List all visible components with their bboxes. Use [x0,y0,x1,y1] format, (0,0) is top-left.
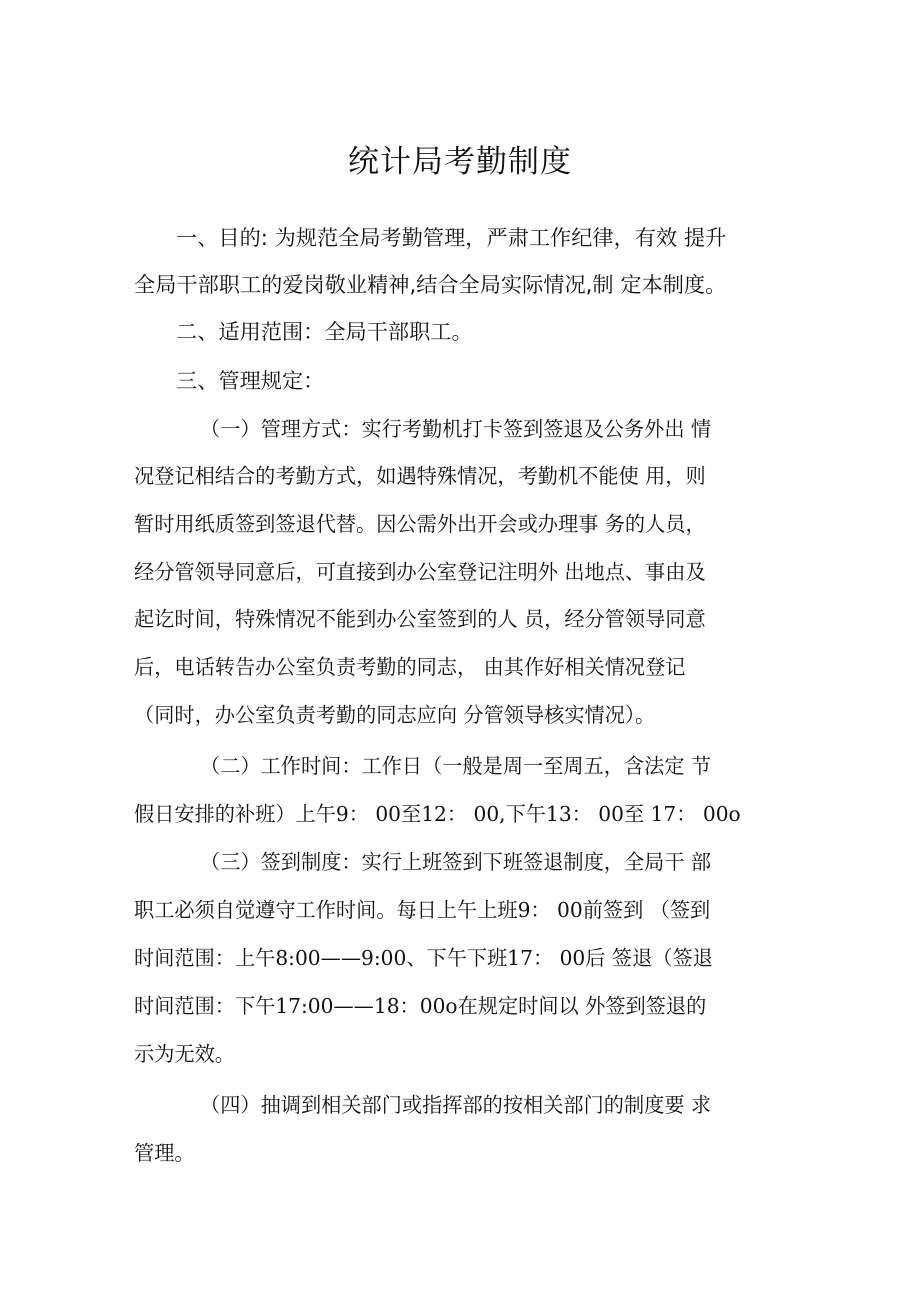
paragraph-line: 后，电话转告办公室负责考勤的同志， 由其作好相关情况登记 [134,655,686,679]
paragraph-line: 三、管理规定： [176,368,325,393]
paragraph-line: 示为无效。 [134,1042,235,1066]
paragraph-line: 暂时用纸质签到签退代替。因公需外出开会或办理事 务的人员， [134,512,706,536]
paragraph-line: 假日安排的补班）上午9： 00至12： 00,下午13： 00至 17： 00o [134,802,741,826]
paragraph-line: （四）抽调到相关部门或指挥部的按相关部门的制度要 求 [200,1093,712,1117]
paragraph-line: （二）工作时间：工作日（一般是周一至周五，含法定 节 [200,754,712,778]
paragraph-line: 职工必须自觉遵守工作时间。每日上午上班9： 00前签到 （签到 [134,898,711,922]
paragraph-line: （三）签到制度：实行上班签到下班签退制度，全局干 部 [200,850,712,874]
paragraph-line: 况登记相结合的考勤方式，如遇特殊情况，考勤机不能使 用，则 [134,464,706,488]
paragraph-line: 时间范围：上午8:00——9:00、下午下班17： 00后 签退（签退 [134,946,713,970]
paragraph-line: 管理。 [134,1141,195,1165]
paragraph-line: 时间范围：下午17:00——18：00o在规定时间以 外签到签退的 [134,994,707,1018]
paragraph-line: 经分管领导同意后，可直接到办公室登记注明外 出地点、事由及 [134,560,706,584]
paragraph-line: 二、适用范围：全局干部职工。 [176,319,473,344]
paragraph-line: （同时，办公室负责考勤的同志应向 分管领导核实情况）。 [134,703,656,727]
paragraph-line: 全局干部职工的爱岗敬业精神,结合全局实际情况,制 定本制度。 [134,272,727,297]
paragraph-line: 起讫时间，特殊情况不能到办公室签到的人 员，经分管领导同意 [134,607,706,631]
paragraph-line: （一）管理方式：实行考勤机打卡签到签退及公务外出 情 [200,417,712,441]
paragraph-line: 一、目的: 为规范全局考勤管理，严肃工作纪律，有效 提升 [176,225,727,250]
document-title: 统计局考勤制度 [348,144,572,180]
